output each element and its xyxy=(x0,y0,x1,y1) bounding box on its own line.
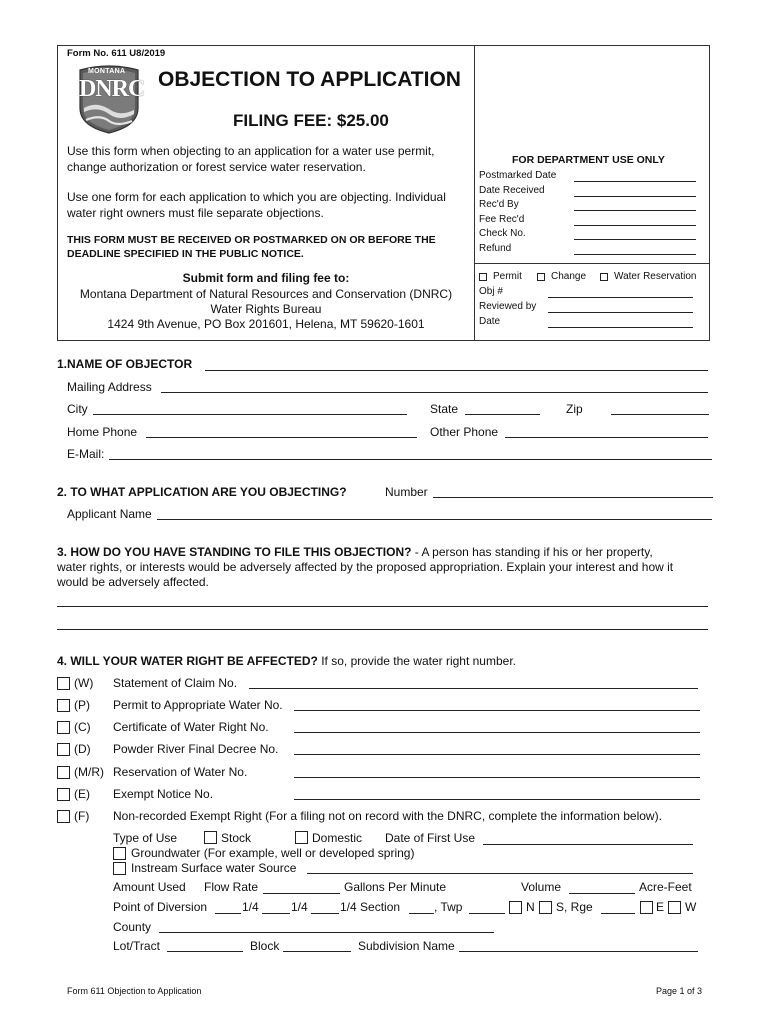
section-3-title-line xyxy=(57,545,653,559)
pod-label: Point of Diversion xyxy=(113,900,208,914)
section-3-text-b: water rights, or interests would be adversely affected by the proposed appropriation. Explain your interest and how it xyxy=(57,560,674,574)
dept-heading: FOR DEPARTMENT USE ONLY xyxy=(512,154,665,166)
stock-checkbox[interactable] xyxy=(204,831,217,844)
reservation-number-field[interactable] xyxy=(294,777,700,778)
block-label: Block xyxy=(250,939,280,953)
dept-field-fee: Fee Rec'd xyxy=(479,214,525,225)
c-checkbox[interactable] xyxy=(57,721,70,734)
state-field[interactable] xyxy=(465,414,540,415)
intro-paragraph-2: Use one form for each application to which you are objecting. Individual water right owners must file separate objections. xyxy=(67,190,446,220)
dept-reviewed-label: Reviewed by xyxy=(479,301,537,312)
applicant-name-field[interactable] xyxy=(157,519,712,520)
dept-field-postmarked: Postmarked Date xyxy=(479,170,557,181)
west-label: W xyxy=(685,900,697,914)
city-field[interactable] xyxy=(93,414,407,415)
s-rge-label: S, Rge xyxy=(556,900,593,914)
e-checkbox[interactable] xyxy=(57,788,70,801)
dept-change-checkbox[interactable] xyxy=(537,273,545,281)
range-field[interactable] xyxy=(601,913,635,914)
form-number: Form No. 611 U8/2019 xyxy=(67,48,166,59)
exempt-notice-field[interactable] xyxy=(294,799,700,800)
domestic-label: Domestic xyxy=(312,831,363,845)
dept-obj-label: Obj # xyxy=(479,286,503,297)
amount-used-label: Amount Used xyxy=(113,880,186,894)
section-4-title: 4. WILL YOUR WATER RIGHT BE AFFECTED? xyxy=(57,654,318,668)
dept-refund-line[interactable] xyxy=(574,254,696,255)
mr-checkbox[interactable] xyxy=(57,766,70,779)
filing-fee: FILING FEE: $25.00 xyxy=(233,111,389,130)
pod-q2: 1/4 xyxy=(291,900,308,914)
north-checkbox[interactable] xyxy=(509,901,522,914)
mr-label: Reservation of Water No. xyxy=(113,765,248,779)
stock-label: Stock xyxy=(221,831,252,845)
section-field[interactable] xyxy=(409,913,434,914)
section-3-title: 3. HOW DO YOU HAVE STANDING TO FILE THIS OBJECTION? xyxy=(57,545,412,559)
section-3-text-c: would be adversely affected. xyxy=(57,575,209,589)
volume-field[interactable] xyxy=(569,893,635,894)
d-code: (D) xyxy=(74,742,91,756)
w-label: Statement of Claim No. xyxy=(113,676,238,690)
application-number-field[interactable] xyxy=(433,497,713,498)
page-title: OBJECTION TO APPLICATION xyxy=(158,68,461,91)
zip-label: Zip xyxy=(566,402,583,416)
dept-water-reservation-label: Water Reservation xyxy=(614,271,697,282)
logo-top-text: MONTANA xyxy=(88,68,126,75)
p-checkbox[interactable] xyxy=(57,699,70,712)
groundwater-label: Groundwater (For example, well or developed spring) xyxy=(131,846,415,860)
date-first-use-field[interactable] xyxy=(483,844,693,845)
f-checkbox[interactable] xyxy=(57,810,70,823)
w-checkbox[interactable] xyxy=(57,677,70,690)
west-checkbox[interactable] xyxy=(668,901,681,914)
north-label: N xyxy=(526,900,535,914)
d-checkbox[interactable] xyxy=(57,743,70,756)
mailing-address-field[interactable] xyxy=(161,392,708,393)
subdivision-label: Subdivision Name xyxy=(358,939,455,953)
submit-address-line-1: Montana Department of Natural Resources and Conservation (DNRC) xyxy=(79,287,453,301)
objector-name-field[interactable] xyxy=(205,370,708,371)
section-2-title: 2. TO WHAT APPLICATION ARE YOU OBJECTING? xyxy=(57,485,347,499)
county-label: County xyxy=(113,920,152,934)
footer-form-name: Form 611 Objection to Application xyxy=(67,986,202,996)
section-3-text-a: - A person has standing if his or her property, xyxy=(411,545,653,559)
south-checkbox[interactable] xyxy=(539,901,552,914)
township-field[interactable] xyxy=(469,913,505,914)
mr-code: (M/R) xyxy=(74,765,104,779)
submit-address-line-2: Water Rights Bureau xyxy=(210,302,322,316)
mailing-address-label: Mailing Address xyxy=(67,380,152,394)
city-label: City xyxy=(67,402,88,416)
dept-divider xyxy=(474,263,710,264)
p-label: Permit to Appropriate Water No. xyxy=(113,698,283,712)
f-label: Non-recorded Exempt Right (For a filing not on record with the DNRC, complete the information below). xyxy=(113,809,662,823)
home-phone-field[interactable] xyxy=(146,437,417,438)
section-4-subtitle: If so, provide the water right number. xyxy=(317,654,516,668)
applicant-name-label: Applicant Name xyxy=(67,507,152,521)
dept-field-received: Date Received xyxy=(479,185,545,196)
county-field[interactable] xyxy=(159,932,494,933)
east-checkbox[interactable] xyxy=(640,901,653,914)
dept-water-reservation-checkbox[interactable] xyxy=(600,273,608,281)
instream-source-field[interactable] xyxy=(307,873,693,874)
type-of-use-label: Type of Use xyxy=(113,831,178,845)
permit-number-field[interactable] xyxy=(294,710,700,711)
c-code: (C) xyxy=(74,720,91,734)
east-label: E xyxy=(656,900,665,914)
intro-paragraph-1: Use this form when objecting to an application for a water use permit, change authorization or forest service water reservation. xyxy=(67,144,435,174)
domestic-checkbox[interactable] xyxy=(295,831,308,844)
dept-change-label: Change xyxy=(551,271,587,282)
submit-address-line-3: 1424 9th Avenue, PO Box 201601, Helena, MT 59620-1601 xyxy=(107,317,425,331)
email-field[interactable] xyxy=(109,459,712,460)
acre-feet-label: Acre-Feet xyxy=(639,880,692,894)
dept-field-refund: Refund xyxy=(479,243,512,254)
date-first-use-label: Date of First Use xyxy=(385,831,476,845)
submit-heading: Submit form and filing fee to: xyxy=(182,271,350,285)
dept-fee-line[interactable] xyxy=(574,225,696,226)
section-1-title: 1.NAME OF OBJECTOR xyxy=(57,357,193,371)
dept-date-line[interactable] xyxy=(548,327,693,328)
dept-permit-label: Permit xyxy=(493,271,522,282)
footer-page-number: Page 1 of 3 xyxy=(656,986,703,996)
flow-rate-field[interactable] xyxy=(263,893,340,894)
statement-of-claim-field[interactable] xyxy=(249,688,698,689)
dept-field-check: Check No. xyxy=(479,228,526,239)
lot-field[interactable] xyxy=(167,951,243,952)
dept-obj-line[interactable] xyxy=(548,297,693,298)
state-label: State xyxy=(430,402,459,416)
twp-label: , Twp xyxy=(434,900,463,914)
application-number-label: Number xyxy=(385,485,428,499)
standing-explanation-line-2[interactable] xyxy=(57,629,708,630)
zip-field[interactable] xyxy=(611,414,709,415)
groundwater-checkbox[interactable] xyxy=(113,847,126,860)
deadline-notice: THIS FORM MUST BE RECEIVED OR POSTMARKED ON OR BEFORE THE DEADLINE SPECIFIED IN THE PUBLIC NOTICE. xyxy=(67,234,436,260)
dept-received-line[interactable] xyxy=(574,196,696,197)
c-label: Certificate of Water Right No. xyxy=(113,720,269,734)
pod-q1: 1/4 xyxy=(242,900,259,914)
other-phone-field[interactable] xyxy=(505,437,708,438)
e-code: (E) xyxy=(74,787,90,801)
pod-quarter-3-field[interactable] xyxy=(311,913,339,914)
decree-number-field[interactable] xyxy=(294,754,700,755)
logo-main-text: DNRC xyxy=(79,76,145,102)
instream-checkbox[interactable] xyxy=(113,862,126,875)
subdivision-field[interactable] xyxy=(459,951,698,952)
dept-permit-checkbox[interactable] xyxy=(479,273,487,281)
flow-rate-label: Flow Rate xyxy=(204,880,259,894)
standing-explanation-line-1[interactable] xyxy=(57,606,708,607)
block-field[interactable] xyxy=(283,951,351,952)
email-label: E-Mail: xyxy=(67,447,105,461)
dept-check-line[interactable] xyxy=(574,239,696,240)
dept-postmarked-line[interactable] xyxy=(574,181,696,182)
p-code: (P) xyxy=(74,698,90,712)
d-label: Powder River Final Decree No. xyxy=(113,742,279,756)
dept-date-label: Date xyxy=(479,316,501,327)
section-4-title-line xyxy=(57,654,516,668)
lot-label: Lot/Tract xyxy=(113,939,160,953)
volume-label: Volume xyxy=(521,880,562,894)
pod-q3: 1/4 Section xyxy=(340,900,401,914)
dept-recd-by-line[interactable] xyxy=(574,210,696,211)
other-phone-label: Other Phone xyxy=(430,425,499,439)
e-label: Exempt Notice No. xyxy=(113,787,214,801)
gpm-label: Gallons Per Minute xyxy=(344,880,447,894)
pod-quarter-2-field[interactable] xyxy=(262,913,290,914)
home-phone-label: Home Phone xyxy=(67,425,138,439)
w-code: (W) xyxy=(74,676,94,690)
certificate-number-field[interactable] xyxy=(294,732,700,733)
dept-field-recd-by: Rec'd By xyxy=(479,199,519,210)
dept-reviewed-line[interactable] xyxy=(548,312,693,313)
f-code: (F) xyxy=(74,809,90,823)
pod-quarter-1-field[interactable] xyxy=(215,913,241,914)
instream-label: Instream Surface water Source xyxy=(131,861,297,875)
